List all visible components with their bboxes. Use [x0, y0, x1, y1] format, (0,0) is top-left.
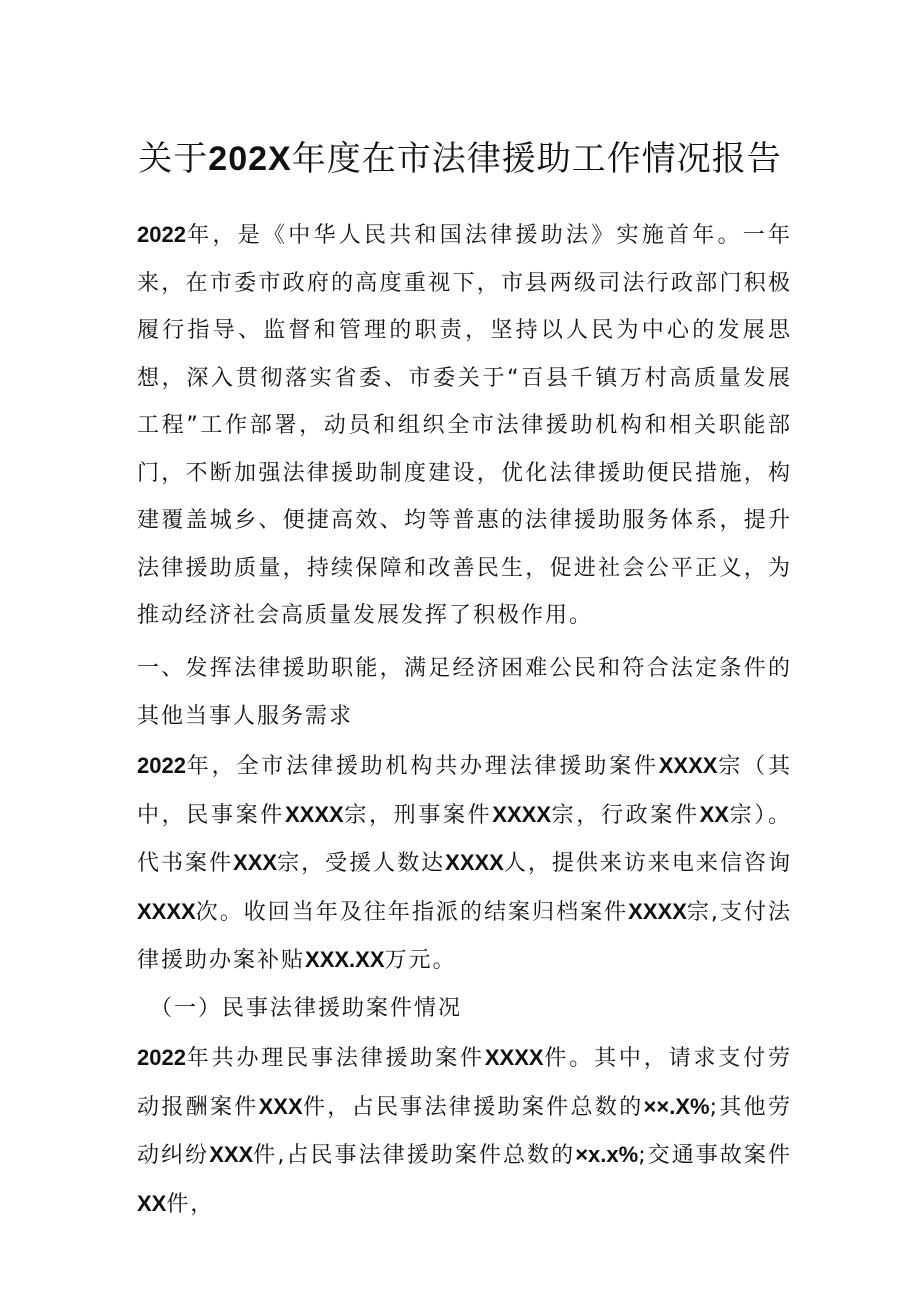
civil-text: 件,占民事法律援助案件总数的	[253, 1143, 576, 1168]
civil-other-labor: XXX	[209, 1142, 254, 1167]
civil-text: 件。其中，请求支付劳动报酬案件	[137, 1046, 792, 1120]
stats-subsidy: XXX.XX	[305, 947, 385, 972]
stats-archived-cases: XXXX	[628, 898, 687, 924]
civil-text: 件，占民事法律援助案件总数的	[302, 1094, 644, 1120]
civil-paragraph	[137, 1034, 792, 1228]
stats-paragraph	[137, 742, 792, 985]
civil-labor-pay: XXX	[258, 1093, 303, 1119]
subsection-1-heading: （一）民事法律援助案件情况	[150, 996, 463, 1021]
stats-text: 年，全市法律援助机构共办理法律援助案件	[185, 754, 659, 779]
civil-labor-pay-pct: ××.X%	[643, 1093, 710, 1119]
title-year: 202X	[208, 140, 292, 178]
stats-criminal-cases: XXXX	[492, 801, 551, 827]
civil-text: ;交通事故案件	[638, 1143, 792, 1168]
civil-text: ;其他劳动纠纷	[137, 1094, 792, 1168]
stats-cases-total: XXXX	[658, 753, 718, 778]
stats-text: 宗,支付法律援助办案补贴	[137, 899, 792, 973]
stats-text: 宗）。代书案件	[137, 802, 792, 876]
stats-recipients: XXXX	[445, 850, 504, 875]
title-suffix: 年度在市法律援助工作情况报告	[291, 139, 782, 179]
stats-year: 2022	[137, 753, 186, 778]
stats-text: 宗，刑事案件	[343, 802, 493, 828]
stats-consultations: XXXX	[137, 898, 196, 924]
section-1-heading: 一、发挥法律援助职能，满足经济困难公民和符合法定条件的其他当事人服务需求	[137, 656, 792, 729]
stats-text: 宗，受援人数达	[277, 851, 446, 876]
civil-traffic: XX	[137, 1190, 167, 1216]
stats-admin-cases: XX	[699, 801, 729, 827]
document-title	[0, 131, 920, 187]
intro-paragraph	[137, 211, 792, 640]
stats-text: 万元。	[384, 948, 457, 973]
civil-text: 年共办理民事法律援助案件	[185, 1046, 485, 1071]
civil-text: 件，	[166, 1191, 215, 1217]
intro-text: 年，是《中华人民共和国法律援助法》实施首年。一年来，在市委市政府的高度重视下，市县两级司法行政部门积极履行指导、监督和管理的职责，坚持以人民为中心的发展思想，深入贯彻落实省委、市委关于“百县千镇万村高质量发展工程”工作部署，动员和组织全市法律援助机构和相关职能部门，不断加强法律援助制度建设，优化法律援助便民措施，构建覆盖城乡、便捷高效、均等普惠的法律援助服务体系，提升法律援助质量，持续保障和改善民生，促进社会公平正义，为推动经济社会高质量发展发挥了积极作用。	[137, 223, 792, 628]
civil-other-labor-pct: ×x.x%	[575, 1142, 639, 1167]
stats-text: 次。收回当年及往年指派的结案归档案件	[195, 899, 629, 925]
stats-text: 宗（其中，民事案件	[137, 754, 792, 828]
stats-text: 人，提供来访来电来信咨询	[503, 851, 792, 876]
title-prefix: 关于	[138, 139, 209, 179]
intro-year: 2022	[137, 222, 186, 247]
civil-year: 2022	[137, 1045, 186, 1070]
civil-total: XXXX	[484, 1045, 544, 1070]
stats-civil-cases: XXXX	[284, 801, 344, 827]
stats-text: 宗，行政案件	[551, 802, 700, 828]
stats-writing-cases: XXX	[233, 850, 278, 875]
